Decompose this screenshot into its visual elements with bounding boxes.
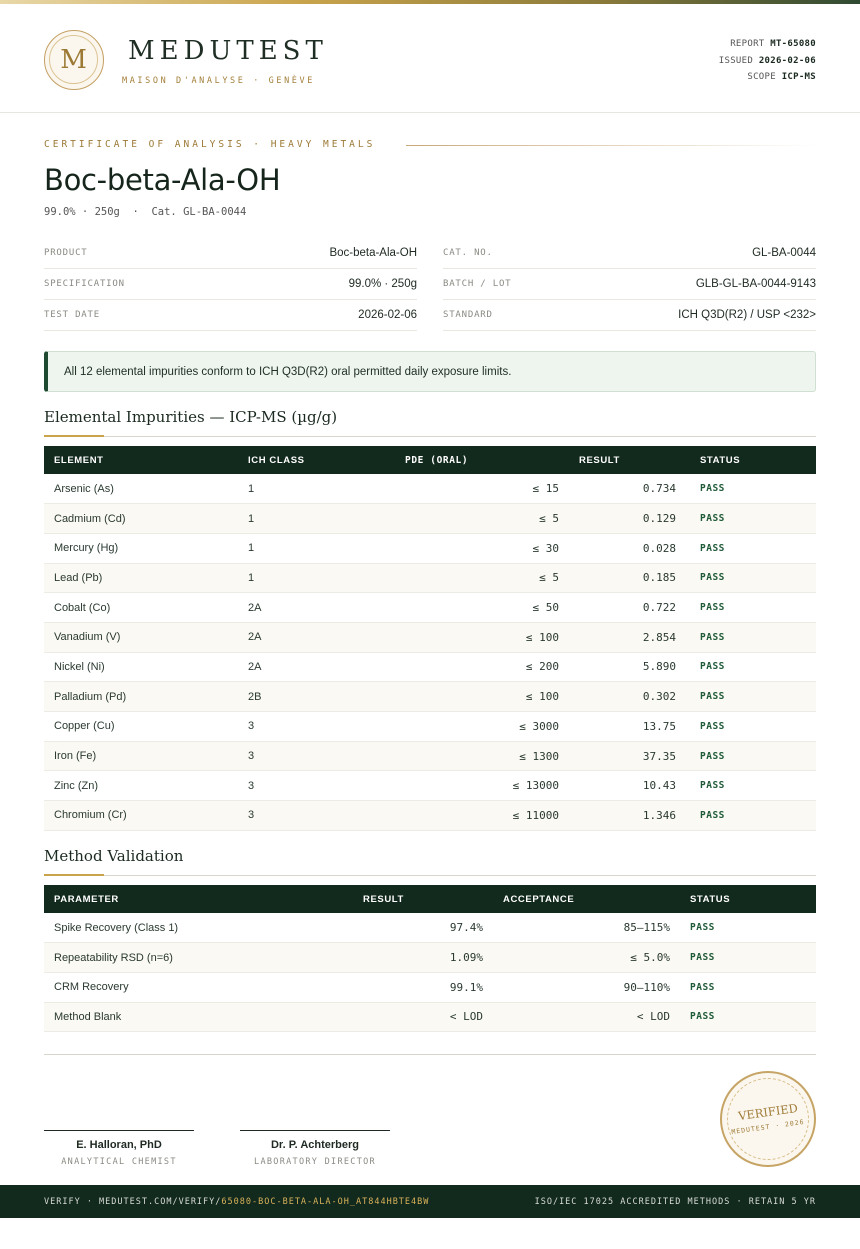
- status-cell: PASS: [690, 593, 816, 623]
- signature-divider: [44, 1054, 816, 1055]
- table-row: [44, 741, 816, 771]
- col-element: ELEMENT: [44, 446, 238, 474]
- parameter-cell: Method Blank: [44, 1002, 353, 1032]
- element-cell: Cadmium (Cd): [44, 504, 238, 534]
- table-header-row: [44, 885, 816, 913]
- parameter-cell: CRM Recovery: [44, 972, 353, 1002]
- table-row: [44, 771, 816, 801]
- table-row: [44, 563, 816, 593]
- pde-cell: ≤ 200: [395, 652, 569, 682]
- signature-line: [44, 1130, 194, 1131]
- validation-section-title: Method Validation: [44, 847, 184, 865]
- table-row: [44, 972, 816, 1002]
- col-ich-class: ICH CLASS: [238, 446, 395, 474]
- table-row: [44, 913, 816, 943]
- signature-analytical-chemist: [44, 1130, 194, 1167]
- col-result: RESULT: [569, 446, 690, 474]
- pde-cell: ≤ 11000: [395, 801, 569, 831]
- pde-cell: ≤ 1300: [395, 741, 569, 771]
- result-cell: 2.854: [569, 622, 690, 652]
- pde-cell: ≤ 100: [395, 622, 569, 652]
- info-key: BATCH / LOT: [443, 279, 512, 289]
- certificate-divider: [406, 145, 816, 146]
- ich-class-cell: 3: [238, 801, 395, 831]
- product-title: Boc-beta-Ala-OH: [44, 163, 281, 197]
- pde-cell: ≤ 30: [395, 533, 569, 563]
- table-row: [44, 943, 816, 973]
- element-cell: Chromium (Cr): [44, 801, 238, 831]
- issued-date: ISSUED 2026-02-06: [718, 55, 816, 66]
- col-status: STATUS: [690, 446, 816, 474]
- element-cell: Nickel (Ni): [44, 652, 238, 682]
- info-row-product: [44, 238, 417, 269]
- result-cell: 97.4%: [353, 913, 493, 943]
- table-row: [44, 712, 816, 742]
- table-row: [44, 1002, 816, 1032]
- info-row-test-date: [44, 300, 417, 331]
- ich-class-cell: 2A: [238, 622, 395, 652]
- result-cell: 5.890: [569, 652, 690, 682]
- status-cell: PASS: [690, 652, 816, 682]
- impurities-section-accent: [44, 435, 104, 437]
- ich-class-cell: 3: [238, 771, 395, 801]
- pde-cell: ≤ 50: [395, 593, 569, 623]
- signature-line: [240, 1130, 390, 1131]
- result-cell: 1.346: [569, 801, 690, 831]
- brand-name: MEDUTEST: [128, 36, 328, 66]
- report-number: REPORT MT-65080: [730, 39, 816, 49]
- pde-cell: ≤ 5: [395, 504, 569, 534]
- ich-class-cell: 2A: [238, 593, 395, 623]
- info-value: 2026-02-06: [358, 309, 417, 321]
- table-row: [44, 801, 816, 831]
- result-cell: 0.028: [569, 533, 690, 563]
- brand-logo: [44, 30, 104, 90]
- status-cell: PASS: [690, 712, 816, 742]
- col-result: RESULT: [353, 885, 493, 913]
- info-value: Boc-beta-Ala-OH: [329, 247, 417, 259]
- ich-class-cell: 1: [238, 563, 395, 593]
- table-header-row: [44, 446, 816, 474]
- info-value: ICH Q3D(R2) / USP <232>: [678, 309, 816, 321]
- info-row-standard: [443, 300, 816, 331]
- status-cell: PASS: [680, 972, 816, 1002]
- report-header: [0, 4, 860, 113]
- table-row: [44, 533, 816, 563]
- info-key: SPECIFICATION: [44, 279, 125, 289]
- validation-table: [44, 885, 816, 1032]
- result-cell: 10.43: [569, 771, 690, 801]
- result-cell: 37.35: [569, 741, 690, 771]
- info-value: GLB-GL-BA-0044-9143: [695, 278, 816, 290]
- pde-cell: ≤ 13000: [395, 771, 569, 801]
- ich-class-cell: 1: [238, 504, 395, 534]
- verify-code: 65080-BOC-BETA-ALA-OH_AT844HBTE4BW: [221, 1196, 430, 1207]
- pde-cell: ≤ 15: [395, 474, 569, 504]
- ich-class-cell: 3: [238, 712, 395, 742]
- result-cell: 0.129: [569, 504, 690, 534]
- info-key: PRODUCT: [44, 248, 88, 258]
- col-parameter: PARAMETER: [44, 885, 353, 913]
- product-subline: 99.0% · 250g · Cat. GL-BA-0044: [44, 206, 247, 218]
- table-row: [44, 593, 816, 623]
- status-cell: PASS: [690, 771, 816, 801]
- status-cell: PASS: [690, 622, 816, 652]
- element-cell: Cobalt (Co): [44, 593, 238, 623]
- status-cell: PASS: [690, 563, 816, 593]
- element-cell: Arsenic (As): [44, 474, 238, 504]
- table-row: [44, 682, 816, 712]
- footer-bar: [0, 1185, 860, 1218]
- element-cell: Palladium (Pd): [44, 682, 238, 712]
- element-cell: Vanadium (V): [44, 622, 238, 652]
- table-row: [44, 622, 816, 652]
- acceptance-cell: ≤ 5.0%: [493, 943, 680, 973]
- table-row: [44, 504, 816, 534]
- info-key: TEST DATE: [44, 310, 100, 320]
- logo-letter: M: [49, 35, 98, 84]
- ich-class-cell: 3: [238, 741, 395, 771]
- signatory-name: Dr. P. Achterberg: [270, 1139, 360, 1151]
- result-cell: 0.302: [569, 682, 690, 712]
- element-cell: Iron (Fe): [44, 741, 238, 771]
- brand-tagline: MAISON D'ANALYSE · GENÈVE: [122, 76, 315, 86]
- ich-class-cell: 2B: [238, 682, 395, 712]
- status-cell: PASS: [690, 533, 816, 563]
- signatory-role: ANALYTICAL CHEMIST: [61, 1157, 177, 1167]
- signature-laboratory-director: [240, 1130, 390, 1167]
- pde-cell: ≤ 100: [395, 682, 569, 712]
- verified-stamp: [720, 1071, 816, 1167]
- ich-class-cell: 2A: [238, 652, 395, 682]
- status-cell: PASS: [690, 682, 816, 712]
- impurities-section-title: Elemental Impurities — ICP-MS (µg/g): [44, 408, 338, 426]
- verify-link[interactable]: VERIFY · MEDUTEST.COM/VERIFY/65080-BOC-BETA-ALA-OH_AT844HBTE4BW: [44, 1196, 430, 1207]
- result-cell: 0.185: [569, 563, 690, 593]
- parameter-cell: Spike Recovery (Class 1): [44, 913, 353, 943]
- table-row: [44, 652, 816, 682]
- status-cell: PASS: [680, 1002, 816, 1032]
- info-grid-left: [44, 238, 417, 331]
- info-value: GL-BA-0044: [752, 247, 816, 259]
- status-cell: PASS: [680, 913, 816, 943]
- element-cell: Copper (Cu): [44, 712, 238, 742]
- element-cell: Mercury (Hg): [44, 533, 238, 563]
- table-row: [44, 474, 816, 504]
- info-key: STANDARD: [443, 310, 493, 320]
- stamp-text: VERIFIED: [737, 1100, 799, 1124]
- accreditation-note: ISO/IEC 17025 ACCREDITED METHODS · RETAIN 5 YR: [534, 1196, 816, 1207]
- result-cell: 1.09%: [353, 943, 493, 973]
- col-status: STATUS: [680, 885, 816, 913]
- signatory-name: E. Halloran, PhD: [76, 1139, 162, 1151]
- result-cell: < LOD: [353, 1002, 493, 1032]
- report-meta: [719, 36, 816, 86]
- element-cell: Zinc (Zn): [44, 771, 238, 801]
- certificate-label: CERTIFICATE OF ANALYSIS · HEAVY METALS: [44, 139, 376, 150]
- conformance-notice: All 12 elemental impurities conform to ICH Q3D(R2) oral permitted daily exposure limits.: [44, 351, 816, 392]
- signatory-role: LABORATORY DIRECTOR: [254, 1157, 376, 1167]
- validation-section-accent: [44, 874, 104, 876]
- status-cell: PASS: [690, 504, 816, 534]
- status-cell: PASS: [690, 801, 816, 831]
- info-key: CAT. NO.: [443, 248, 493, 258]
- ich-class-cell: 1: [238, 533, 395, 563]
- info-row-specification: [44, 269, 417, 300]
- status-cell: PASS: [680, 943, 816, 973]
- status-cell: PASS: [690, 474, 816, 504]
- info-row-batch: [443, 269, 816, 300]
- stamp-subtext: MEDUTEST · 2026: [730, 1117, 806, 1137]
- info-grid-right: [443, 238, 816, 331]
- scope: SCOPE ICP-MS: [747, 72, 816, 82]
- pde-cell: ≤ 3000: [395, 712, 569, 742]
- ich-class-cell: 1: [238, 474, 395, 504]
- col-pde: PDE (ORAL): [395, 446, 569, 474]
- impurities-section-rule: [44, 436, 816, 437]
- result-cell: 99.1%: [353, 972, 493, 1002]
- element-cell: Lead (Pb): [44, 563, 238, 593]
- acceptance-cell: < LOD: [493, 1002, 680, 1032]
- info-row-cat-no: [443, 238, 816, 269]
- result-cell: 13.75: [569, 712, 690, 742]
- col-acceptance: ACCEPTANCE: [493, 885, 680, 913]
- validation-section-rule: [44, 875, 816, 876]
- status-cell: PASS: [690, 741, 816, 771]
- impurities-table: [44, 446, 816, 831]
- result-cell: 0.734: [569, 474, 690, 504]
- pde-cell: ≤ 5: [395, 563, 569, 593]
- acceptance-cell: 90–110%: [493, 972, 680, 1002]
- info-value: 99.0% · 250g: [348, 278, 417, 290]
- parameter-cell: Repeatability RSD (n=6): [44, 943, 353, 973]
- acceptance-cell: 85–115%: [493, 913, 680, 943]
- result-cell: 0.722: [569, 593, 690, 623]
